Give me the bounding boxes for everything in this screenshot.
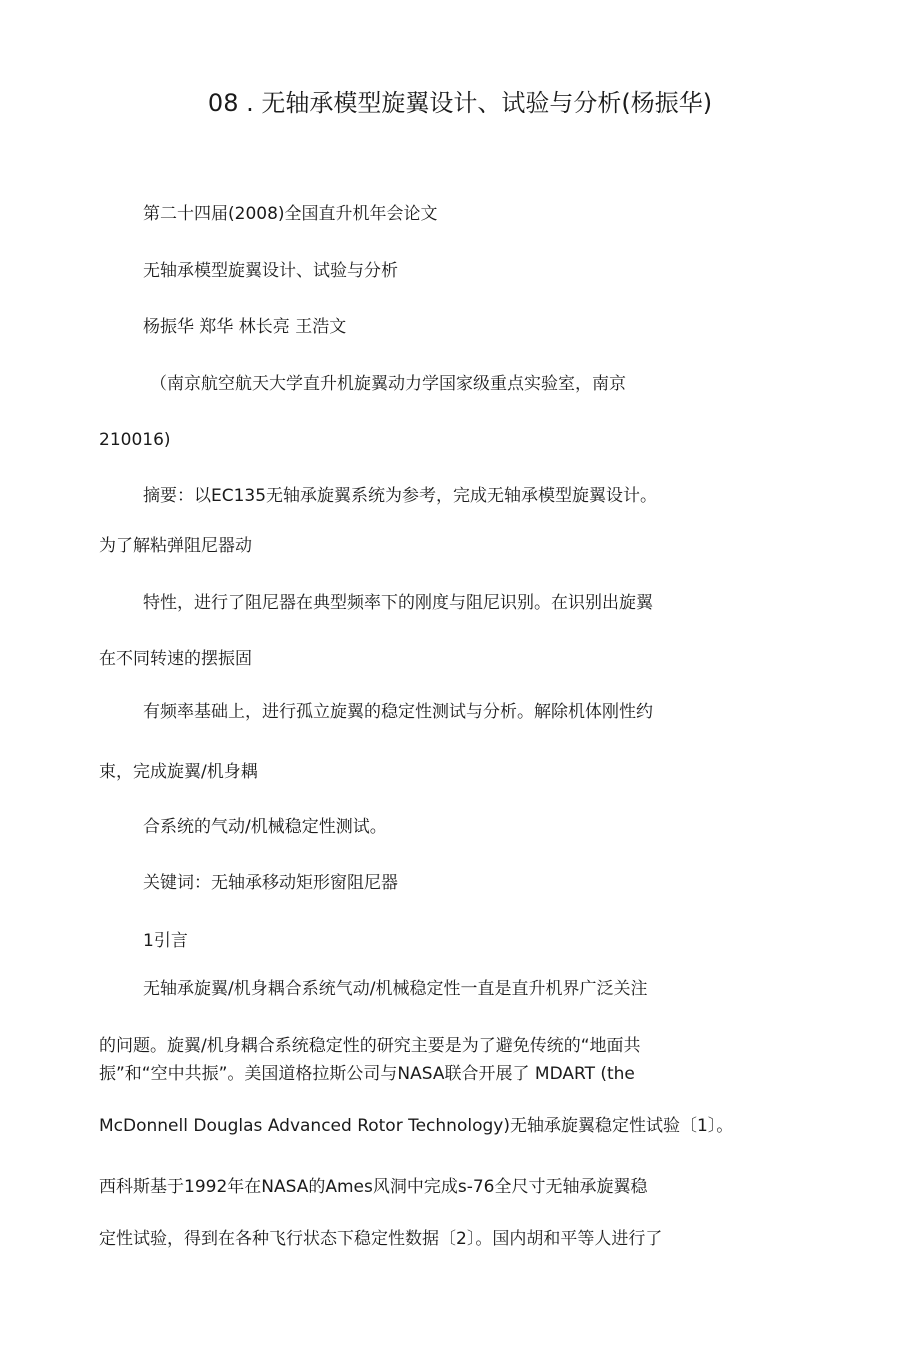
body-line: 定性试验，得到在各种飞行状态下稳定性数据〔2〕。国内胡和平等人进行了	[99, 1229, 663, 1249]
abstract-line: 在不同转速的摆振固	[99, 649, 252, 669]
abstract-line: 合系统的气动/机械稳定性测试。	[143, 817, 387, 837]
conference-line: 第二十四届(2008)全国直升机年会论文	[143, 204, 438, 224]
abstract-line: 束，完成旋翼/机身耦	[99, 762, 258, 782]
body-line: 振”和“空中共振”。美国道格拉斯公司与NASA联合开展了 MDART (the	[99, 1064, 635, 1084]
body-line: 的问题。旋翼/机身耦合系统稳定性的研究主要是为了避免传统的“地面共	[99, 1036, 641, 1056]
abstract-line: 特性，进行了阻尼器在典型频率下的刚度与阻尼识别。在识别出旋翼	[143, 593, 653, 613]
paper-title-line: 无轴承模型旋翼设计、试验与分析	[143, 261, 398, 281]
abstract-line: 为了解粘弹阻尼器动	[99, 536, 252, 556]
body-line: McDonnell Douglas Advanced Rotor Technology)无轴承旋翼稳定性试验〔1〕。	[99, 1116, 734, 1136]
body-line: 西科斯基于1992年在NASA的Ames风洞中完成s-76全尺寸无轴承旋翼稳	[99, 1177, 648, 1197]
section-heading: 1引言	[143, 931, 188, 951]
body-line: 无轴承旋翼/机身耦合系统气动/机械稳定性一直是直升机界广泛关注	[143, 979, 648, 999]
affiliation-line: （南京航空航天大学直升机旋翼动力学国家级重点实验室，南京	[150, 374, 626, 394]
abstract-line: 有频率基础上，进行孤立旋翼的稳定性测试与分析。解除机体刚性约	[143, 702, 653, 722]
postcode-line: 210016)	[99, 430, 171, 450]
keywords-line: 关键词：无轴承移动矩形窗阻尼器	[143, 873, 398, 893]
authors-line: 杨振华 郑华 林长亮 王浩文	[143, 317, 347, 337]
abstract-line: 摘要：以EC135无轴承旋翼系统为参考，完成无轴承模型旋翼设计。	[143, 486, 658, 506]
document-title: 08 . 无轴承模型旋翼设计、试验与分析(杨振华)	[207, 89, 713, 117]
